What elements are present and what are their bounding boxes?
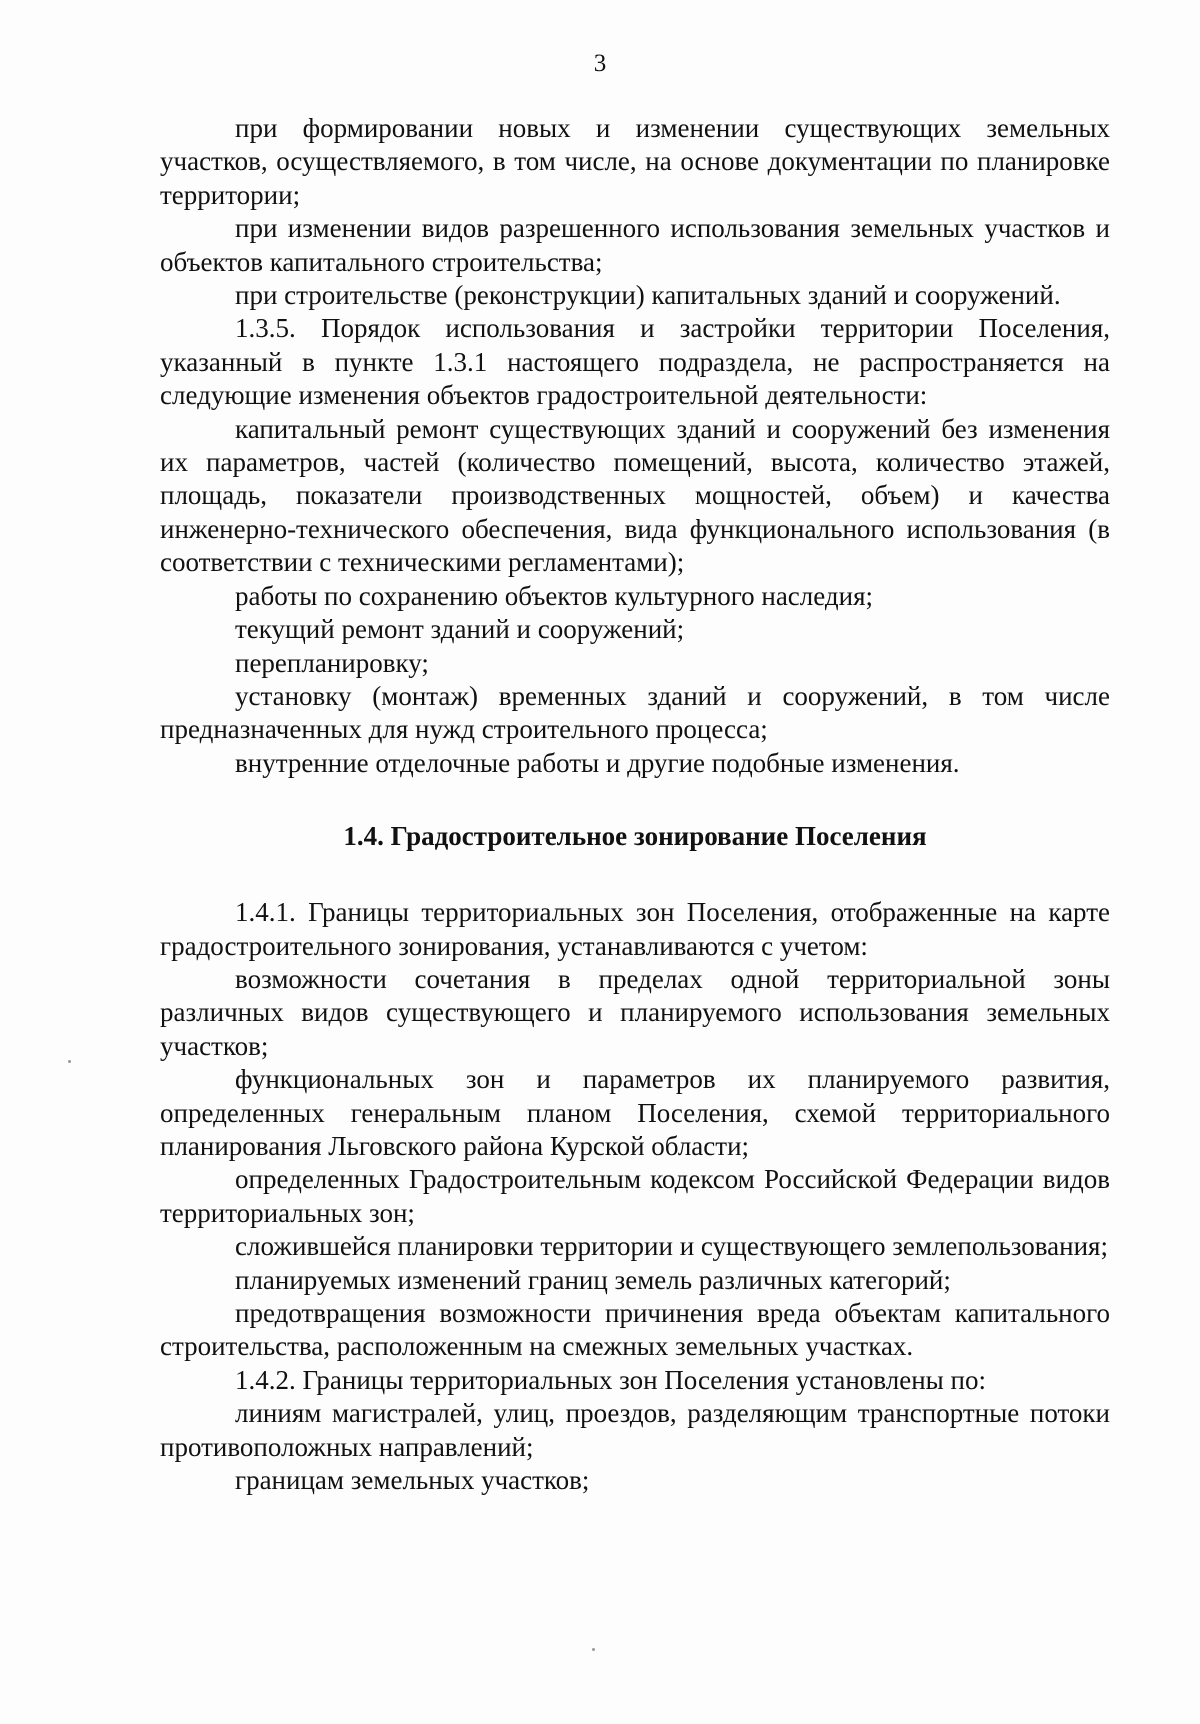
paragraph: определенных Градостроительным кодексом Российской Федерации видов территориальных зон; bbox=[160, 1164, 1110, 1228]
paragraph: установку (монтаж) временных зданий и сооружений, в том числе предназначенных для нужд строительного процесса; bbox=[160, 680, 1110, 745]
paragraph: границам земельных участков; bbox=[235, 1465, 590, 1496]
paragraph: текущий ремонт зданий и сооружений; bbox=[235, 614, 685, 645]
paragraph: при формировании новых и изменении существующих земельных участков, осуществляемого, в том числе, на основе документации по планировке территории; bbox=[160, 113, 1110, 210]
paragraph: работы по сохранению объектов культурного наследия; bbox=[235, 580, 873, 611]
page-number: 3 bbox=[593, 50, 607, 77]
scan-speck bbox=[68, 1060, 71, 1063]
paragraph: перепланировку; bbox=[235, 647, 429, 678]
paragraph: функциональных зон и параметров их планируемого развития, определенных генеральным планом Поселения, схемой территориального планирования Льговского района Курской области; bbox=[160, 1064, 1110, 1161]
paragraph: 1.3.5. Порядок использования и застройки территории Поселения, указанный в пункте 1.3.1 настоящего подраздела, не распространяется на следующие изменения объектов градостроительной деятельности: bbox=[160, 313, 1110, 411]
paragraph: возможности сочетания в пределах одной территориальной зоны различных видов существующего и планируемого использования земельных участков; bbox=[160, 963, 1110, 1061]
section-heading: 1.4. Градостроительное зонирование Поселения bbox=[343, 821, 927, 852]
scan-speck bbox=[592, 1648, 595, 1651]
paragraph: предотвращения возможности причинения вреда объектам капитального строительства, расположенным на смежных земельных участках. bbox=[160, 1298, 1110, 1362]
paragraph: капитальный ремонт существующих зданий и сооружений без изменения их параметров, частей (количество помещений, высота, количество этажей, площадь, показатели производственных мощностей, объем) и качества инженерно-технического обеспечения, вида функционального использования (в соответствии с техническими регламентами); bbox=[160, 413, 1110, 578]
paragraph: при изменении видов разрешенного использования земельных участков и объектов капитального строительства; bbox=[160, 213, 1110, 277]
paragraph: внутренние отделочные работы и другие подобные изменения. bbox=[235, 747, 960, 778]
paragraph: 1.4.1. Границы территориальных зон Поселения, отображенные на карте градостроительного зонирования, устанавливаются с учетом: bbox=[160, 897, 1110, 961]
paragraph: 1.4.2. Границы территориальных зон Поселения установлены по: bbox=[235, 1364, 986, 1395]
document-body bbox=[160, 112, 1110, 1497]
paragraph: планируемых изменений границ земель различных категорий; bbox=[235, 1264, 951, 1295]
paragraph: сложившейся планировки территории и существующего землепользования; bbox=[235, 1231, 1108, 1262]
paragraph: при строительстве (реконструкции) капитальных зданий и сооружений. bbox=[235, 280, 1061, 311]
paragraph: линиям магистралей, улиц, проездов, разделяющим транспортные потоки противоположных направлений; bbox=[160, 1398, 1110, 1462]
